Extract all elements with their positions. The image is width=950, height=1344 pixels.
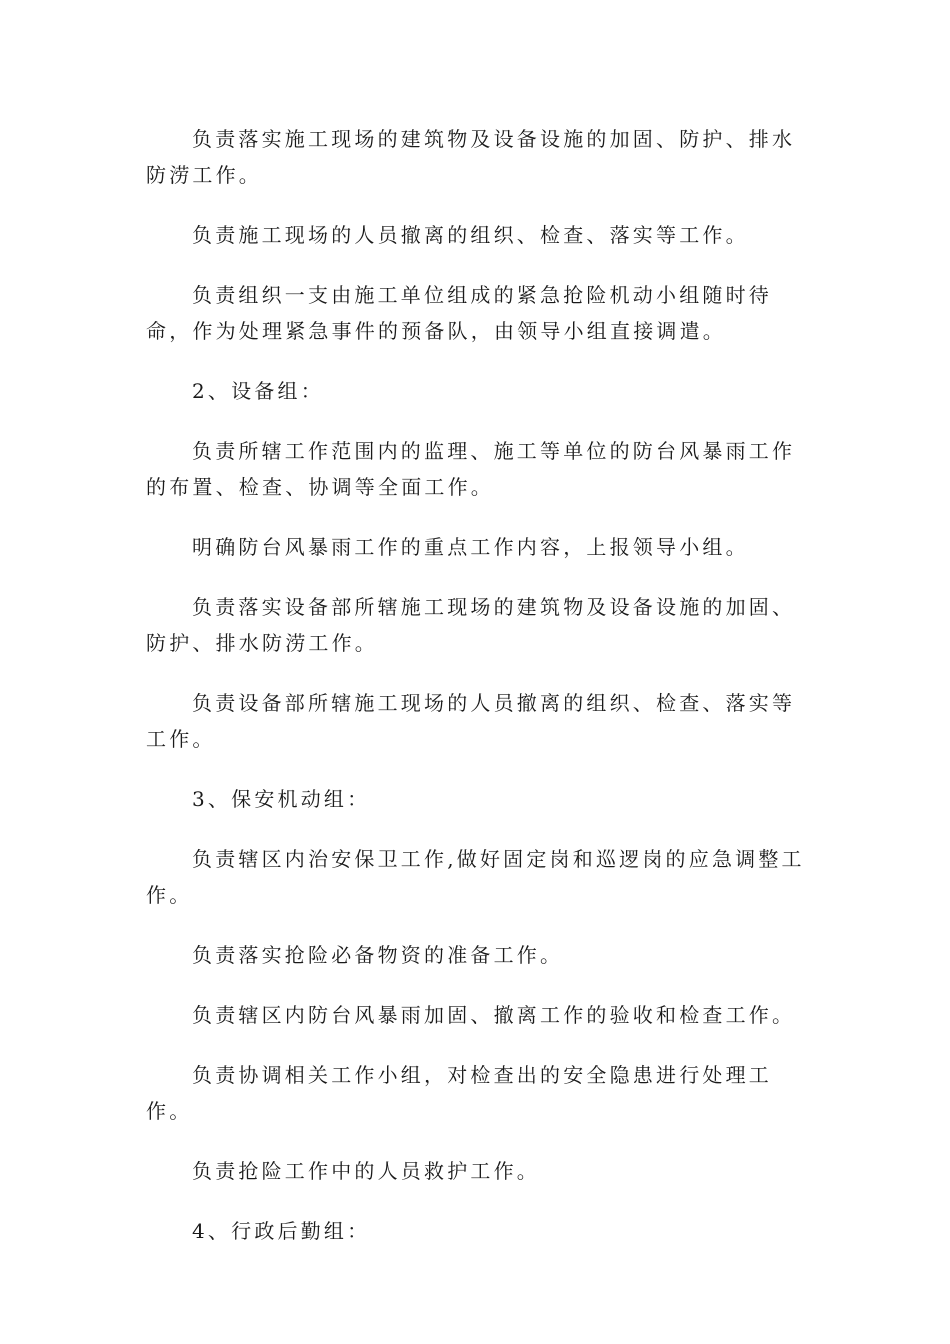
paragraph: 负责辖区内治安保卫工作,做好固定岗和巡逻岗的应急调整工作。 <box>146 847 805 907</box>
paragraph: 负责抢险工作中的人员救护工作。 <box>192 1159 540 1183</box>
paragraph: 负责落实抢险必备物资的准备工作。 <box>192 943 564 967</box>
paragraph: 负责施工现场的人员撤离的组织、检查、落实等工作。 <box>192 223 749 247</box>
section-heading: 3、保安机动组： <box>192 787 371 811</box>
paragraph: 负责组织一支由施工单位组成的紧急抢险机动小组随时待命，作为处理紧急事件的预备队，由领导小组直接调遣。 <box>146 283 772 343</box>
paragraph: 负责辖区内防台风暴雨加固、撤离工作的验收和检查工作。 <box>192 1003 796 1027</box>
section-heading: 2、设备组： <box>192 379 324 403</box>
paragraph: 负责协调相关工作小组，对检查出的安全隐患进行处理工作。 <box>146 1063 772 1123</box>
paragraph: 负责落实施工现场的建筑物及设备设施的加固、防护、排水防涝工作。 <box>146 127 796 187</box>
section-heading: 4、行政后勤组： <box>192 1219 371 1243</box>
paragraph: 负责落实设备部所辖施工现场的建筑物及设备设施的加固、防护、排水防涝工作。 <box>146 595 796 655</box>
document-body <box>146 121 816 1273</box>
paragraph: 明确防台风暴雨工作的重点工作内容，上报领导小组。 <box>192 535 749 559</box>
paragraph: 负责设备部所辖施工现场的人员撤离的组织、检查、落实等工作。 <box>146 691 796 751</box>
paragraph: 负责所辖工作范围内的监理、施工等单位的防台风暴雨工作的布置、检查、协调等全面工作。 <box>146 439 796 499</box>
